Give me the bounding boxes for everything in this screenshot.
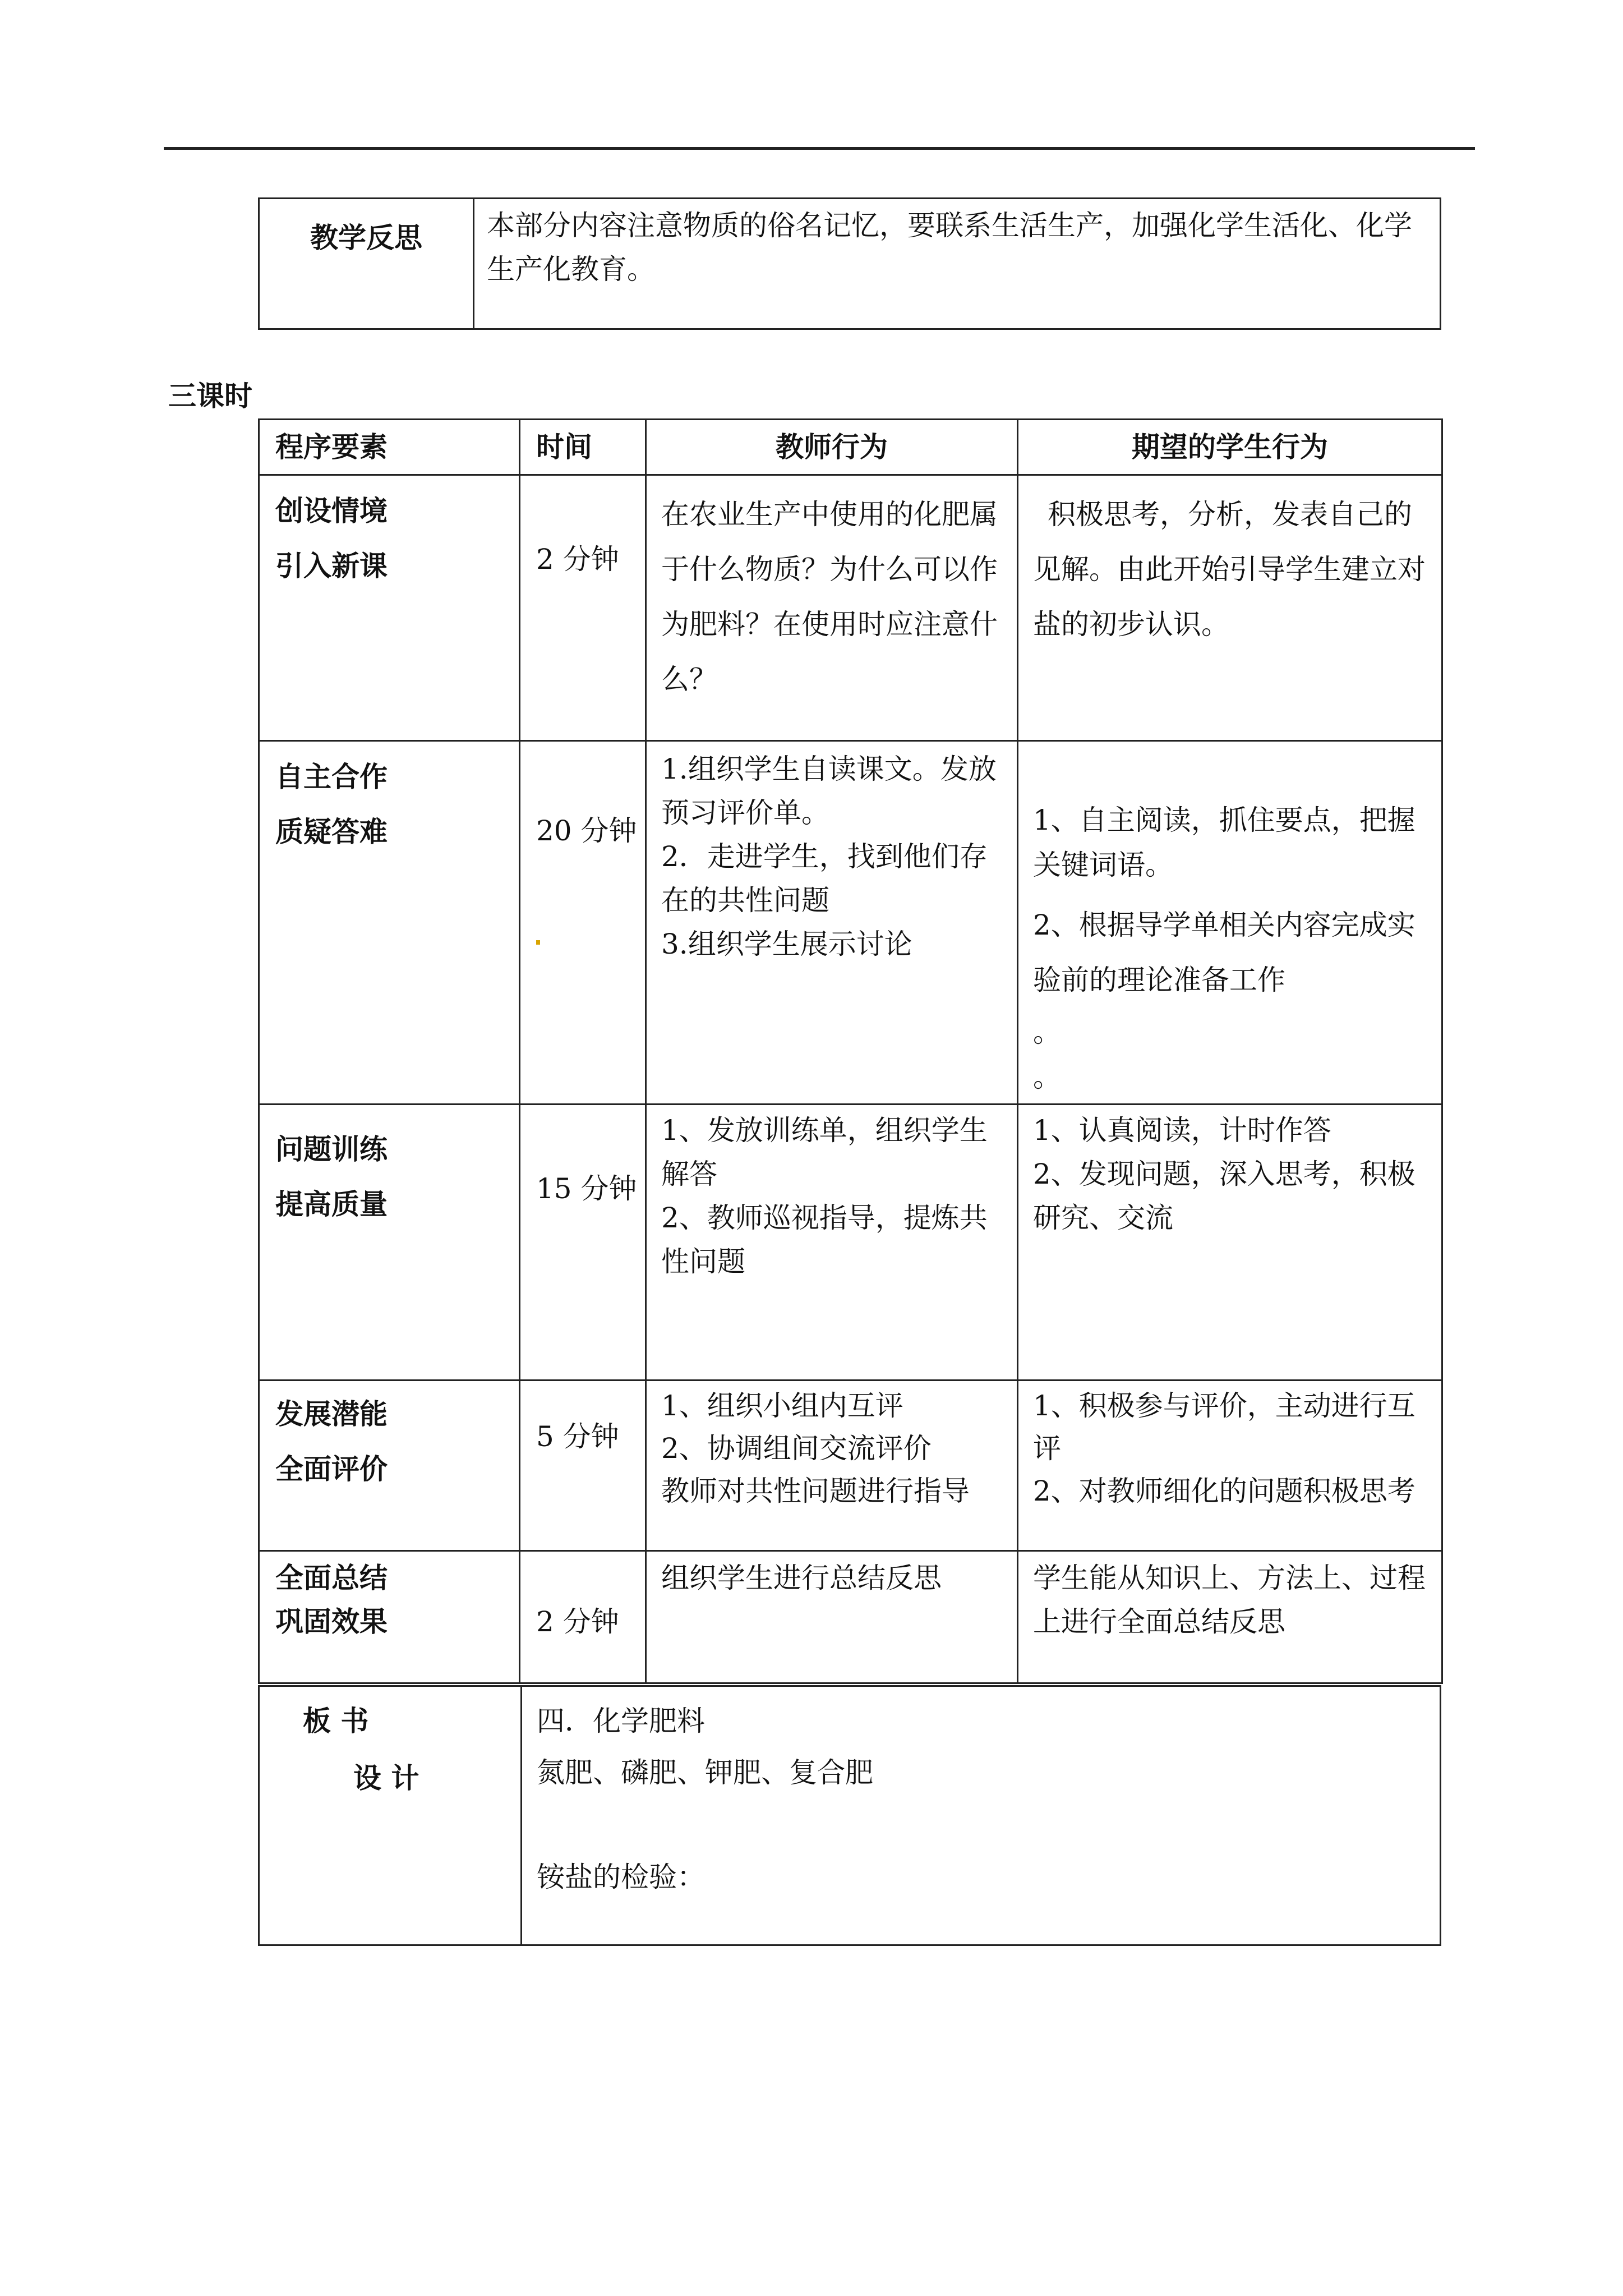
board-label-cell — [259, 1686, 522, 1945]
board-label-line2: 设 计 — [353, 1762, 419, 1795]
student-text: 学生能从知识上、方法上、过程上进行全面总结反思 — [1033, 1562, 1426, 1638]
student-line: 。 — [1033, 1061, 1061, 1093]
step-line: 问题训练 — [275, 1133, 388, 1166]
table-row — [259, 475, 1442, 741]
teacher-cell — [646, 741, 1018, 1105]
student-cell — [1018, 741, 1442, 1105]
header-time: 时间 — [520, 420, 646, 475]
student-line: 2、对教师细化的问题积极思考 — [1033, 1475, 1415, 1507]
table-row — [259, 1381, 1442, 1551]
student-line: 1、自主阅读，抓住要点，把握关键词语。 — [1033, 804, 1415, 881]
time-value: 15 分钟 — [536, 1172, 637, 1205]
teacher-cell — [646, 1105, 1018, 1381]
step-line: 自主合作 — [275, 761, 388, 793]
step-line: 提高质量 — [275, 1188, 388, 1221]
table-row — [259, 1551, 1442, 1683]
stray-dot — [536, 940, 540, 945]
time-cell — [520, 1105, 646, 1381]
time-cell — [520, 475, 646, 741]
board-line: 铵盐的检验： — [537, 1861, 705, 1893]
teacher-line: 3.组织学生展示讨论 — [661, 928, 912, 960]
reflection-text-cell — [474, 199, 1441, 329]
reflection-table — [258, 197, 1441, 330]
board-design-table — [258, 1685, 1441, 1946]
reflection-text: 本部分内容注意物质的俗名记忆，要联系生活生产，加强化学生活化、化学生产化教育。 — [487, 209, 1412, 286]
step-line: 全面评价 — [275, 1453, 388, 1485]
board-label-line1: 板 书 — [303, 1705, 369, 1737]
time-value: 2 分钟 — [536, 1605, 619, 1638]
teacher-line: 1、发放训练单，组织学生解答 — [661, 1114, 988, 1190]
step-cell — [259, 475, 520, 741]
table-header-row — [259, 420, 1442, 475]
header-student: 期望的学生行为 — [1018, 420, 1442, 475]
board-line: 氮肥、磷肥、钾肥、复合肥 — [537, 1756, 873, 1789]
step-cell — [259, 1105, 520, 1381]
time-value: 2 分钟 — [536, 543, 619, 576]
header-step: 程序要素 — [259, 420, 520, 475]
teacher-line: 2．走进学生，找到他们存在的共性问题 — [661, 840, 988, 917]
time-cell — [520, 1551, 646, 1683]
student-line: 1、积极参与评价，主动进行互评 — [1033, 1389, 1415, 1465]
board-content-cell — [522, 1686, 1441, 1945]
step-cell — [259, 1551, 520, 1683]
teacher-line: 2、教师巡视指导，提炼共性问题 — [661, 1202, 988, 1278]
section-title: 三课时 — [168, 380, 252, 412]
teacher-text: 在农业生产中使用的化肥属于什么物质？为什么可以作为肥料？在使用时应注意什么？ — [661, 498, 998, 696]
student-cell — [1018, 1381, 1442, 1551]
teacher-cell — [646, 475, 1018, 741]
student-line: 。 — [1033, 1016, 1061, 1048]
reflection-label-cell — [259, 199, 474, 329]
teacher-line: 1、组织小组内互评 — [661, 1389, 903, 1422]
step-line: 引入新课 — [275, 550, 388, 582]
time-cell — [520, 741, 646, 1105]
time-value: 5 分钟 — [536, 1420, 619, 1453]
time-value: 20 分钟 — [536, 815, 637, 847]
step-line: 巩固效果 — [275, 1605, 388, 1638]
step-cell — [259, 1381, 520, 1551]
step-line: 发展潜能 — [275, 1398, 388, 1430]
step-line: 全面总结 — [275, 1562, 388, 1594]
student-cell — [1018, 1551, 1442, 1683]
table-row — [259, 1105, 1442, 1381]
lesson-table — [258, 418, 1443, 1684]
teacher-cell — [646, 1381, 1018, 1551]
student-line: 2、发现问题，深入思考，积极研究、交流 — [1033, 1158, 1415, 1234]
header-rule — [164, 147, 1475, 150]
student-cell — [1018, 475, 1442, 741]
student-line: 1、认真阅读，计时作答 — [1033, 1114, 1331, 1147]
step-cell — [259, 741, 520, 1105]
student-line: 2、根据导学单相关内容完成实验前的理论准备工作 — [1033, 909, 1415, 996]
teacher-cell — [646, 1551, 1018, 1683]
teacher-line: 2、协调组间交流评价 — [661, 1432, 932, 1465]
teacher-line: 1.组织学生自读课文。发放预习评价单。 — [661, 753, 997, 829]
step-line: 创设情境 — [275, 495, 388, 527]
board-line — [522, 1790, 1440, 1843]
time-cell — [520, 1381, 646, 1551]
reflection-label: 教学反思 — [310, 222, 422, 254]
student-text: 积极思考，分析，发表自己的见解。由此开始引导学生建立对盐的初步认识。 — [1033, 498, 1426, 641]
teacher-text: 组织学生进行总结反思 — [661, 1562, 942, 1594]
step-line: 质疑答难 — [275, 816, 388, 848]
teacher-line: 教师对共性问题进行指导 — [661, 1475, 970, 1507]
header-teacher: 教师行为 — [646, 420, 1018, 475]
table-row — [259, 741, 1442, 1105]
board-line: 四．化学肥料 — [537, 1705, 705, 1737]
student-cell — [1018, 1105, 1442, 1381]
